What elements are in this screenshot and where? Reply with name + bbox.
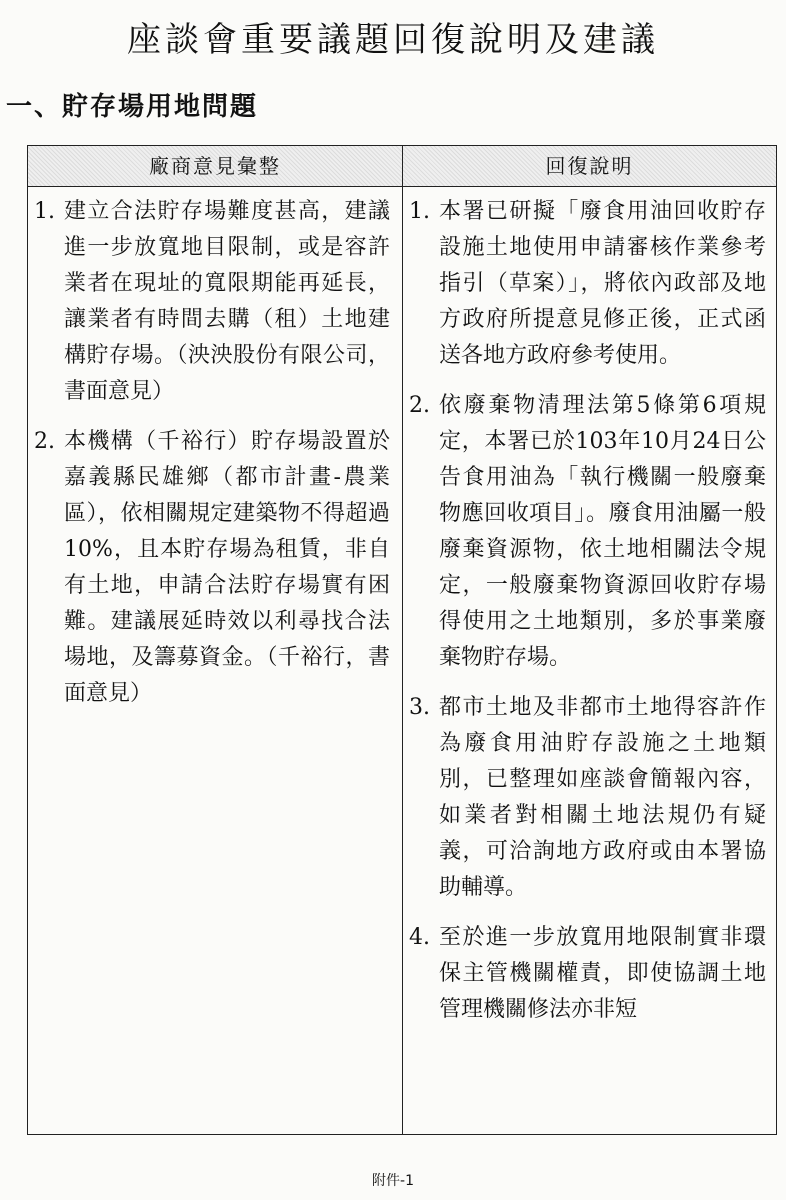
reply-column xyxy=(403,194,776,1134)
page-title: 座談會重要議題回復說明及建議 xyxy=(127,20,659,60)
reply-item xyxy=(409,920,766,1028)
item-text: 依廢棄物清理法第5條第6項規定，本署已於103年10月24日公告食用油為「執行機關一般廢棄物應回收項目」。廢食用油屬一般廢棄資源物，依土地相關法令規定，一般廢棄物資源回收貯存場得使用之土地類別，多於事業廢棄物貯存場。 xyxy=(439,393,766,670)
item-number: 1. xyxy=(34,199,55,224)
section-heading: 一、貯存場用地問題 xyxy=(6,92,259,122)
item-number: 4. xyxy=(409,925,430,950)
vendor-opinion-item xyxy=(34,194,390,410)
item-number: 2. xyxy=(409,393,430,418)
reply-item xyxy=(409,388,766,676)
item-text: 本署已研擬「廢食用油回收貯存設施土地使用申請審核作業參考指引（草案）」，將依內政部及地方政府所提意見修正後，正式函送各地方政府參考使用。 xyxy=(439,199,766,368)
reply-item xyxy=(409,194,766,374)
item-text: 至於進一步放寬用地限制實非環保主管機關權責，即使協調土地管理機關修法亦非短 xyxy=(439,925,766,1022)
item-text: 建立合法貯存場難度甚高，建議進一步放寬地目限制，或是容許業者在現址的寬限期能再延長，讓業者有時間去購（租）土地建構貯存場。（泱泱股份有限公司，書面意見） xyxy=(64,199,390,404)
page-footer: 附件-1 xyxy=(372,1173,414,1189)
header-vendor-opinions: 廠商意見彙整 xyxy=(149,154,281,178)
item-text: 都市土地及非都市土地得容許作為廢食用油貯存設施之土地類別，已整理如座談會簡報內容，如業者對相關土地法規仍有疑義，可洽詢地方政府或由本署協助輔導。 xyxy=(439,695,766,900)
vendor-opinion-item xyxy=(34,424,390,712)
reply-item xyxy=(409,690,766,906)
item-text: 本機構（千裕行）貯存場設置於嘉義縣民雄鄉（都市計畫-農業區），依相關規定建築物不得超過10%，且本貯存場為租賃，非自有土地，申請合法貯存場實有困難。建議展延時效以利尋找合法場地，及籌募資金。（千裕行，書面意見） xyxy=(64,429,390,706)
header-reply-explanation: 回復說明 xyxy=(545,154,634,178)
vendor-opinions-column xyxy=(28,194,402,1134)
reply-table xyxy=(27,145,777,1135)
item-number: 1. xyxy=(409,199,430,224)
item-number: 3. xyxy=(409,695,430,720)
item-number: 2. xyxy=(34,429,55,454)
